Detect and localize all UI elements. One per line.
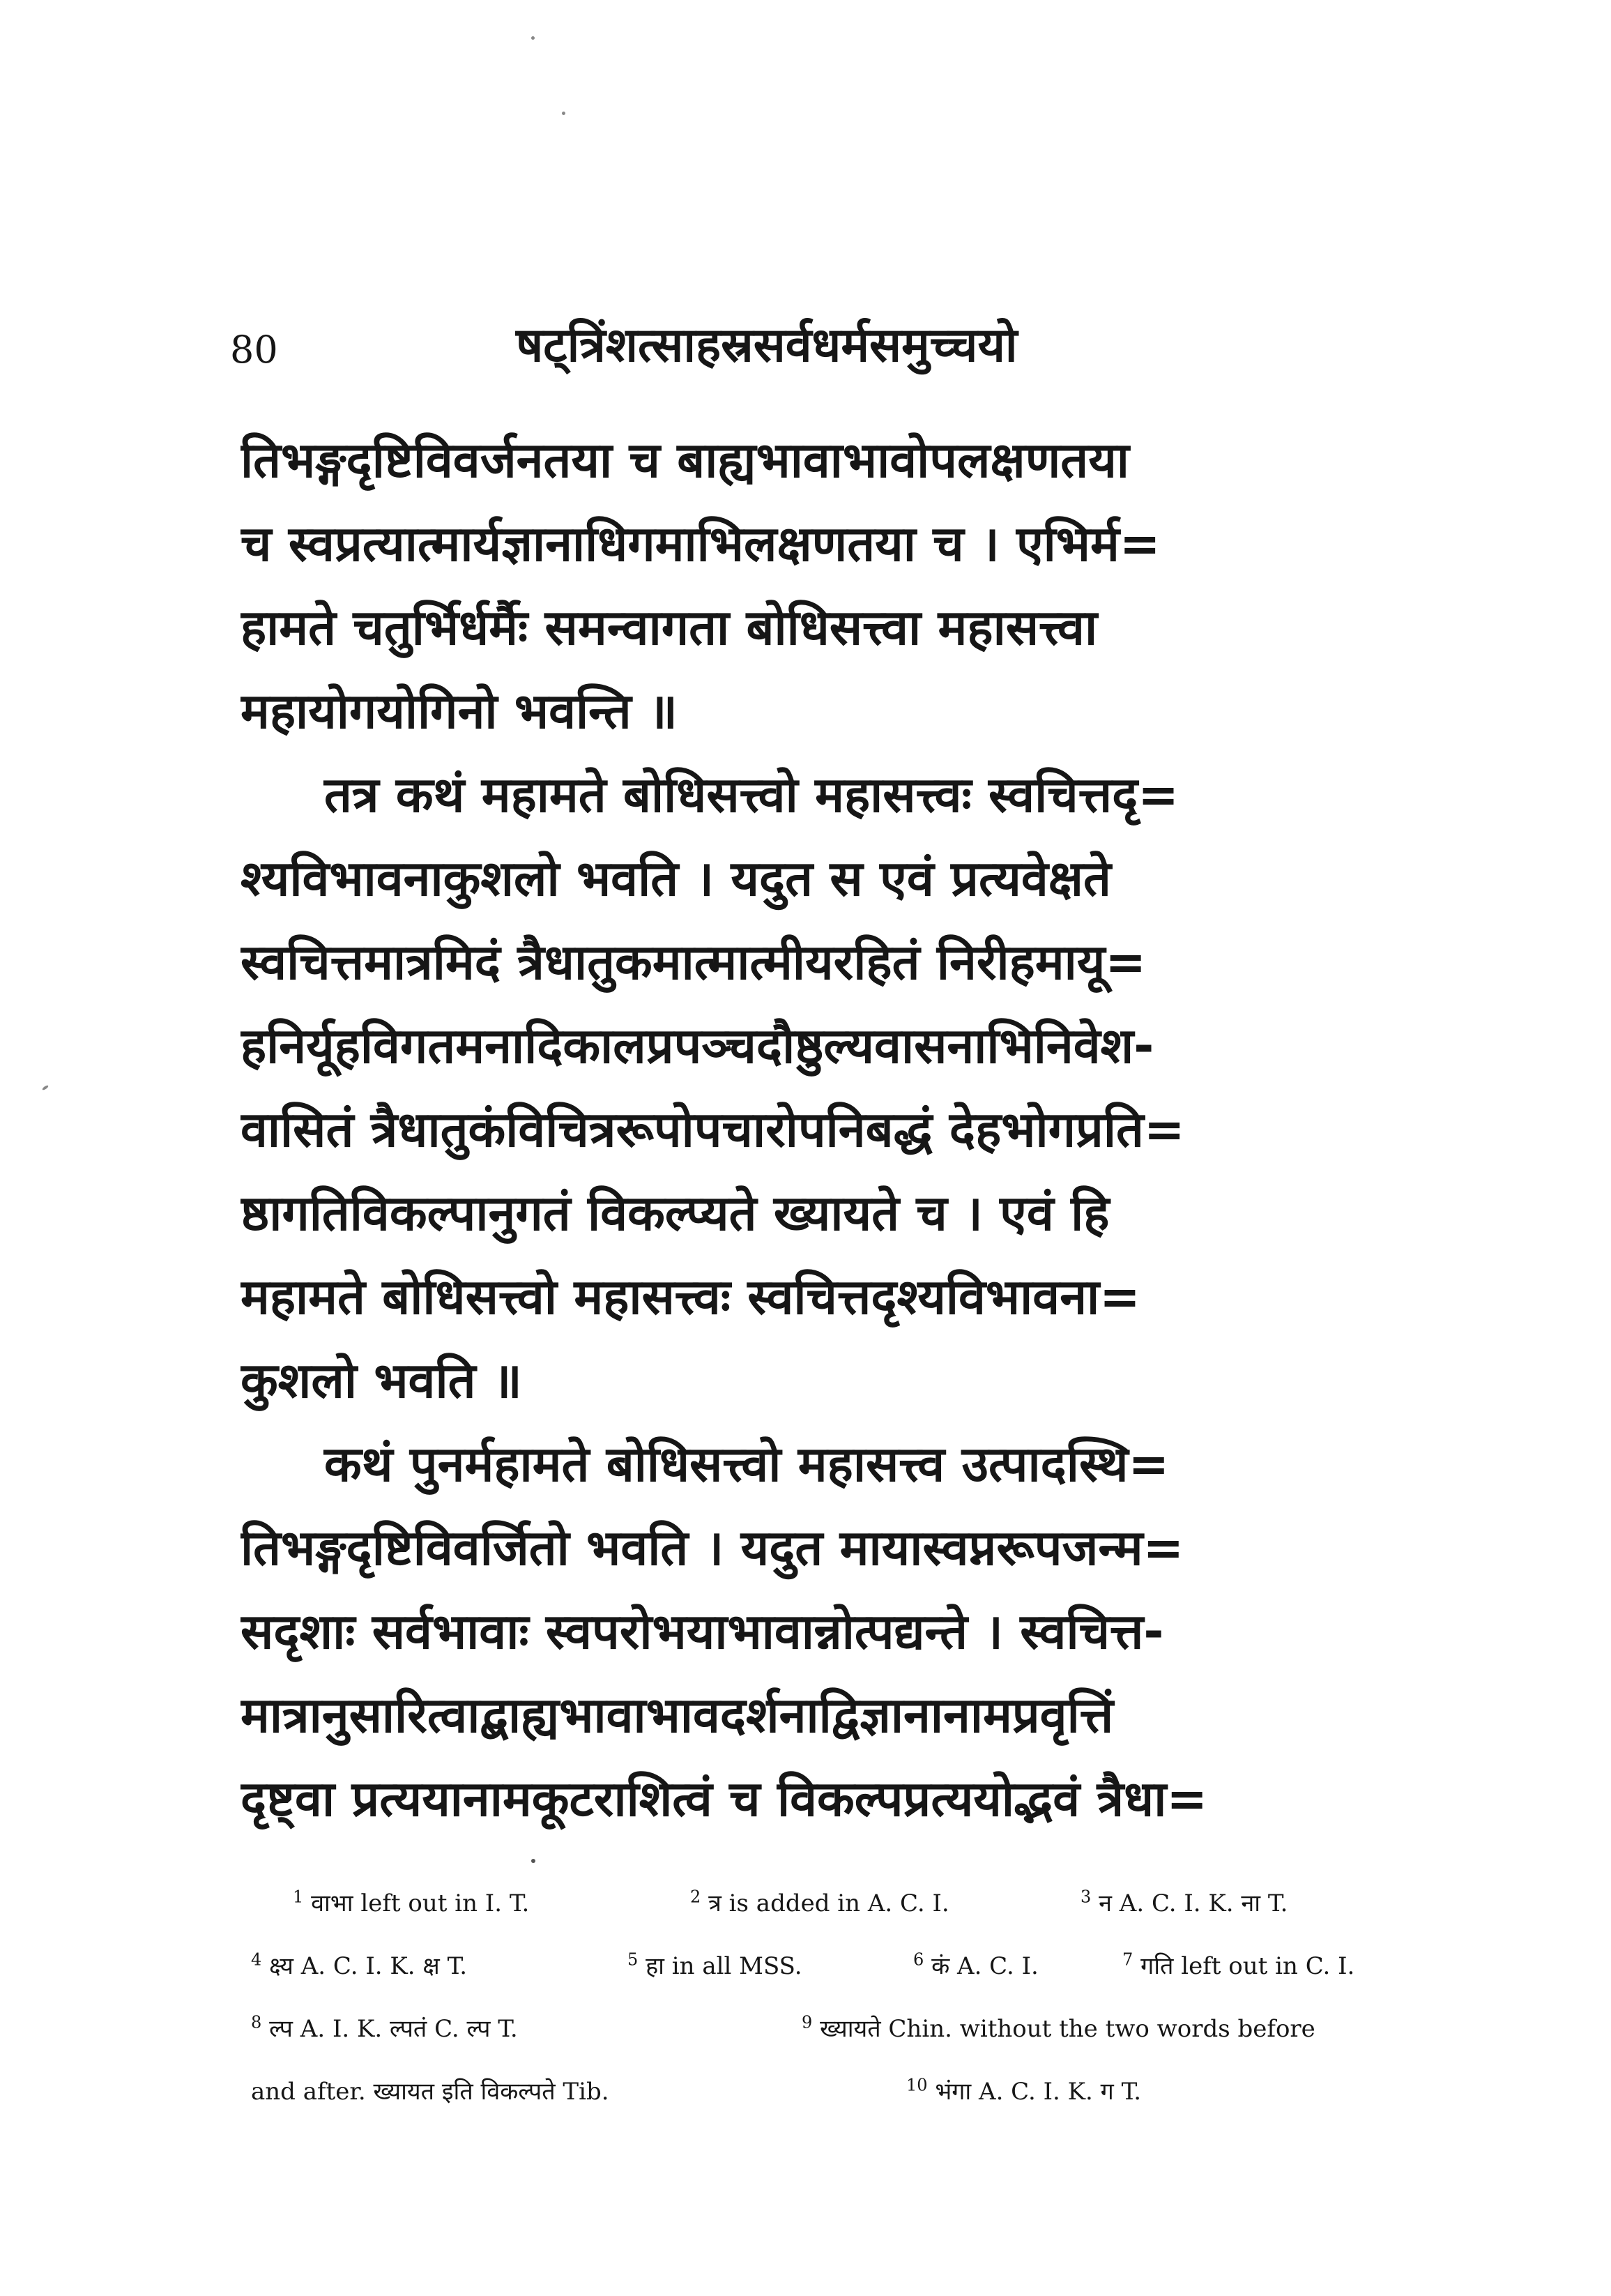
text-line: ष्ठागतिविकल्पानुगतं विकल्प्यते ख्यायते च । एवं हि — [240, 1185, 1110, 1242]
footnote: $^5$ हा in all MSS. — [627, 1949, 802, 1980]
text-line: महामते बोधिसत्त्वो महासत्त्वः स्वचित्तदृश्यविभावना= — [240, 1268, 1140, 1325]
text-line: वासितं त्रैधातुकंविचित्ररूपोपचारोपनिबद्धं देहभोगप्रति= — [240, 1101, 1185, 1158]
main-text-block — [240, 418, 1412, 1841]
text-line: हनिर्यूहविगतमनादिकालप्रपञ्चदौष्ठुल्यवासनाभिनिवेश- — [240, 1017, 1154, 1074]
text-line: मात्रानुसारित्वाद्बाह्यभावाभावदर्शनाद्विज्ञानानामप्रवृत्तिं — [240, 1687, 1114, 1744]
text-line: हामते चतुर्भिर्धर्मैः समन्वागता बोधिसत्त्वा महासत्त्वा — [240, 599, 1098, 656]
footnote: $^{10}$ भंगा A. C. I. K. ग T. — [906, 2075, 1142, 2106]
running-title: षट्त्रिंशत्साहस्रसर्वधर्मसमुच्चयो — [516, 318, 1018, 373]
footnote: $^6$ कं A. C. I. — [913, 1949, 1039, 1980]
footnotes — [0, 1883, 1611, 2175]
footnote: $^7$ गति left out in C. I. — [1122, 1949, 1355, 1980]
text-line: तिभङ्गदृष्टिविवर्जनतया च बाह्यभावाभावोपलक्षणतया — [240, 432, 1129, 489]
text-line: कथं पुनर्महामते बोधिसत्त्वो महासत्त्व उत्पादस्थि= — [324, 1436, 1170, 1493]
text-line: महायोगयोगिनो भवन्ति ॥ — [240, 683, 678, 740]
text-line: सदृशाः सर्वभावाः स्वपरोभयाभावान्नोत्पद्यन्ते । स्वचित्त- — [240, 1603, 1164, 1660]
text-line: च स्वप्रत्यात्मार्यज्ञानाधिगमाभिलक्षणतया च । एभिर्म= — [240, 515, 1161, 572]
text-line: दृष्ट्वा प्रत्ययानामकूटराशित्वं च विकल्पप्रत्ययोद्भवं त्रैधा= — [240, 1770, 1208, 1827]
text-line: स्वचित्तमात्रमिदं त्रैधातुकमात्मात्मीयरहितं निरीहमायू= — [240, 934, 1147, 991]
footnote-separator — [531, 1859, 535, 1863]
footnote: $^2$ त्र is added in A. C. I. — [690, 1887, 949, 1917]
text-line: श्यविभावनाकुशलो भवति । यदुत स एवं प्रत्यवेक्षते — [240, 850, 1111, 907]
footnote: $^4$ क्ष्य A. C. I. K. क्ष T. — [251, 1949, 468, 1980]
footnote: and after. ख्यायत इति विकल्पते Tib. — [251, 2078, 609, 2106]
text-line: कुशलो भवति ॥ — [240, 1352, 522, 1409]
text-line: तिभङ्गदृष्टिविवर्जितो भवति । यदुत मायास्वप्नरूपजन्म= — [240, 1519, 1184, 1576]
scan-speck — [531, 36, 535, 40]
text-line: तत्र कथं महामते बोधिसत्त्वो महासत्त्वः स्वचित्तदृ= — [324, 766, 1179, 823]
footnote: $^9$ ख्यायते Chin. without the two words before — [802, 2012, 1315, 2043]
footnote: $^3$ न A. C. I. K. ना T. — [1081, 1887, 1288, 1917]
scan-speck — [42, 1084, 49, 1090]
page-number: 80 — [230, 328, 278, 372]
scan-speck — [562, 112, 565, 115]
footnote: $^8$ ल्प A. I. K. ल्पतं C. ल्प T. — [251, 2012, 518, 2043]
footnote: $^1$ वाभा left out in I. T. — [293, 1887, 530, 1917]
